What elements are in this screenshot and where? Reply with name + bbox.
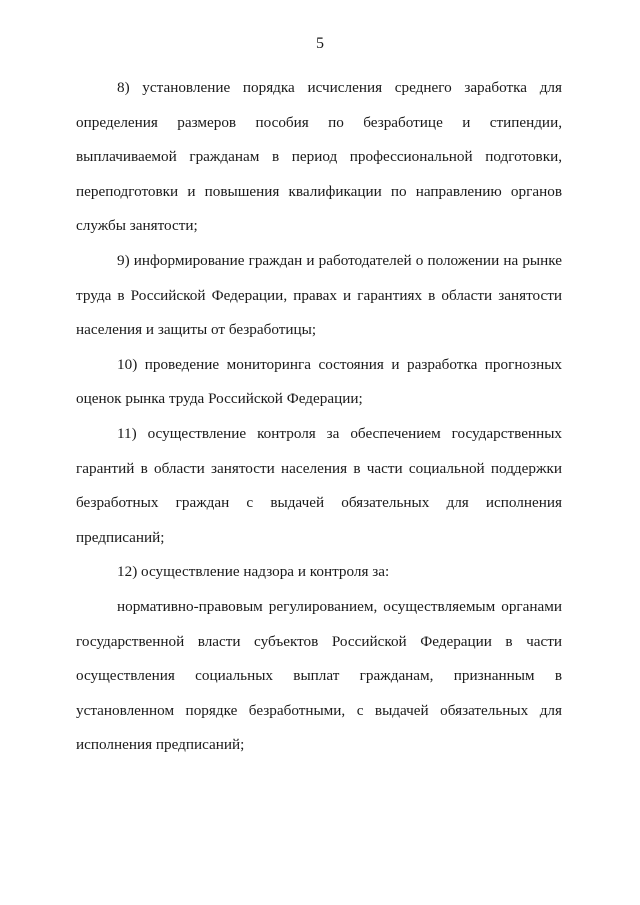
paragraph-item-10: 10) проведение мониторинга состояния и разработка прогнозных оценок рынка труда Российской Федерации; [76, 355, 562, 408]
page-number: 5 [316, 35, 324, 52]
paragraph-item-12-sub: нормативно-правовым регулированием, осуществляемым органами государственной власти субъектов Российской Федерации в части осуществления социальных выплат гражданам, признанным в установленном порядке безработными, с выдачей обязательных для исполнения предписаний; [76, 597, 562, 754]
document-body [76, 71, 562, 763]
paragraph-item-11: 11) осуществление контроля за обеспечением государственных гарантий в области занятости населения в части социальной поддержки безработных граждан с выдачей обязательных для исполнения предписаний; [76, 424, 562, 546]
paragraph-item-8: 8) установление порядка исчисления среднего заработка для определения размеров пособия по безработице и стипендии, выплачиваемой гражданам в период профессиональной подготовки, переподготовки и повышения квалификации по направлению органов службы занятости; [76, 79, 562, 235]
paragraph-item-9: 9) информирование граждан и работодателей о положении на рынке труда в Российской Федерации, правах и гарантиях в области занятости населения и защиты от безработицы; [76, 251, 562, 339]
paragraph-item-12: 12) осуществление надзора и контроля за: [117, 563, 390, 581]
